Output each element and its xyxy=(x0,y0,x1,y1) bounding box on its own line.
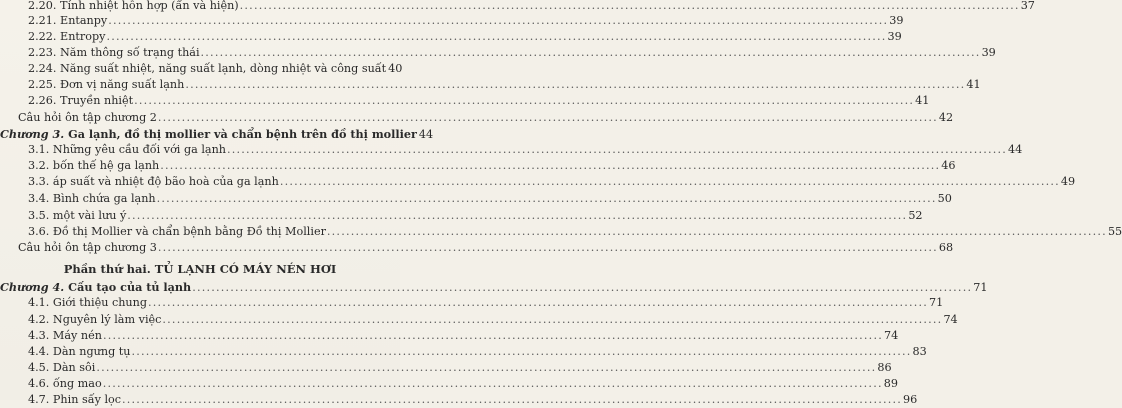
toc-entry-page: 46 xyxy=(941,159,956,172)
toc-entry-page: 83 xyxy=(912,345,927,358)
toc-entry-title: 3.6. Đồ thị Mollier và chẩn bệnh bằng Đồ thị Mollier xyxy=(28,225,326,238)
leader-dots xyxy=(134,93,914,109)
toc-entry-title: 3.4. Bình chứa ga lạnh xyxy=(28,192,156,205)
toc-entry xyxy=(0,328,899,344)
leader-dots xyxy=(103,328,883,344)
toc-entry-page: 55 xyxy=(1107,225,1122,238)
leader-dots xyxy=(132,344,912,360)
leader-dots xyxy=(122,392,902,408)
toc-entry xyxy=(0,208,923,224)
toc-entry-title: 4.1. Giới thiệu chung xyxy=(28,296,147,309)
toc-entry xyxy=(0,376,898,392)
toc-entry xyxy=(0,360,892,376)
toc-entry-title: 4.5. Dàn sôi xyxy=(28,361,96,374)
toc-entry xyxy=(0,77,981,93)
toc-entry-title: 2.21. Entanpy xyxy=(28,14,108,27)
chapter-title: Cấu tạo của tủ lạnh xyxy=(68,280,192,294)
toc-entry-page: 96 xyxy=(903,393,918,406)
leader-dots xyxy=(240,0,1020,14)
toc-entry xyxy=(0,45,996,61)
toc-entry-page: 74 xyxy=(883,329,899,342)
toc-entry xyxy=(0,174,1076,190)
chapter-title: Ga lạnh, đồ thị mollier và chẩn bệnh trên đồ thị mollier xyxy=(68,127,417,141)
toc-entry-page: 49 xyxy=(1060,175,1076,188)
toc-entry-page: 41 xyxy=(915,94,930,107)
toc-entry-title: Câu hỏi ôn tập chương 3 xyxy=(18,241,157,254)
leader-dots xyxy=(185,77,965,93)
toc-entry-page: 74 xyxy=(943,313,958,326)
toc-entry-page: 39 xyxy=(981,46,996,59)
toc-entry xyxy=(0,158,956,174)
leader-dots xyxy=(157,191,937,207)
toc-entry-title: 4.4. Dàn ngưng tụ xyxy=(28,345,131,358)
toc-entry xyxy=(0,191,952,207)
toc-entry-title: Câu hỏi ôn tập chương 2 xyxy=(18,111,157,124)
toc-entry xyxy=(0,392,918,408)
toc-entry xyxy=(0,29,902,45)
leader-dots xyxy=(106,29,886,45)
leader-dots xyxy=(162,312,942,328)
toc-entry xyxy=(0,344,927,360)
toc-entry-page: 68 xyxy=(938,241,954,254)
toc-entry-title: 3.5. một vài lưu ý xyxy=(28,209,127,222)
toc-entry-title: 2.23. Năm thông số trạng thái xyxy=(28,46,200,59)
leader-dots xyxy=(103,376,883,392)
leader-dots xyxy=(201,45,981,61)
toc-entry-title: 2.25. Đơn vị năng suất lạnh xyxy=(28,78,185,91)
toc-entry-page: 71 xyxy=(929,296,944,309)
toc-review-entry xyxy=(0,110,954,126)
toc-entry-title: 3.3. áp suất và nhiệt độ bão hoà của ga lạnh xyxy=(28,175,279,188)
toc-entry xyxy=(0,13,904,29)
toc-entry xyxy=(0,295,944,311)
leader-dots xyxy=(192,280,972,296)
toc-entry-title: 4.3. Máy nén xyxy=(28,329,102,342)
toc-entry-page: 37 xyxy=(1020,0,1035,12)
toc-entry xyxy=(0,142,1023,158)
part-heading: Phần thứ hai. TỦ LẠNH CÓ MÁY NÉN HƠI xyxy=(63,262,337,276)
toc-entry xyxy=(0,93,930,109)
toc-entry-title: 2.20. Tính nhiệt hỗn hợp (ẩn và hiện) xyxy=(28,0,239,12)
toc-entry-page: 41 xyxy=(966,78,981,91)
toc-entry-title: 2.24. Năng suất nhiệt, năng suất lạnh, dòng nhiệt và công suất xyxy=(28,62,387,75)
toc-entry-title: 2.22. Entropy xyxy=(28,30,106,43)
toc-entry-page: 44 xyxy=(1008,143,1023,156)
toc-entry-title: 3.2. bốn thế hệ ga lạnh xyxy=(28,159,160,172)
toc-chapter-entry xyxy=(0,279,988,295)
toc-entry xyxy=(0,0,1035,14)
toc-entry-page: 52 xyxy=(908,209,923,222)
toc-chapter-entry xyxy=(0,126,434,142)
toc-entry-title: 4.2. Nguyên lý làm việc xyxy=(28,313,162,326)
leader-dots xyxy=(160,158,940,174)
leader-dots xyxy=(227,142,1007,158)
toc-entry-page: 50 xyxy=(937,192,952,205)
leader-dots xyxy=(280,174,1060,190)
toc-entry-page: 39 xyxy=(887,30,902,43)
toc-entry-page: 89 xyxy=(883,377,898,390)
leader-dots xyxy=(158,110,938,126)
toc-entry-page: 86 xyxy=(877,361,892,374)
toc-entry-title: 3.1. Những yêu cầu đối với ga lạnh xyxy=(28,143,226,156)
toc-entry xyxy=(0,61,403,77)
toc-entry-page: 71 xyxy=(973,281,988,294)
toc-entry-page: 40 xyxy=(388,62,403,75)
leader-dots xyxy=(108,13,888,29)
toc-entry xyxy=(0,312,958,328)
toc-entry-title: 4.7. Phin sấy lọc xyxy=(28,393,122,406)
leader-dots xyxy=(148,295,928,311)
leader-dots xyxy=(127,208,907,224)
toc-entry-page: 39 xyxy=(889,14,904,27)
leader-dots xyxy=(327,224,1107,240)
chapter-label: Chương 3. xyxy=(0,127,65,141)
toc-entry-title: 4.6. ống mao xyxy=(28,377,102,390)
toc-entry-page: 42 xyxy=(938,111,954,124)
toc-review-entry xyxy=(0,240,954,256)
toc-entry-page: 44 xyxy=(418,128,434,141)
toc-entry xyxy=(0,224,1122,240)
leader-dots xyxy=(158,240,938,256)
leader-dots xyxy=(96,360,876,376)
chapter-label: Chương 4. xyxy=(0,280,65,294)
toc-entry-title: 2.26. Truyền nhiệt xyxy=(28,94,134,107)
